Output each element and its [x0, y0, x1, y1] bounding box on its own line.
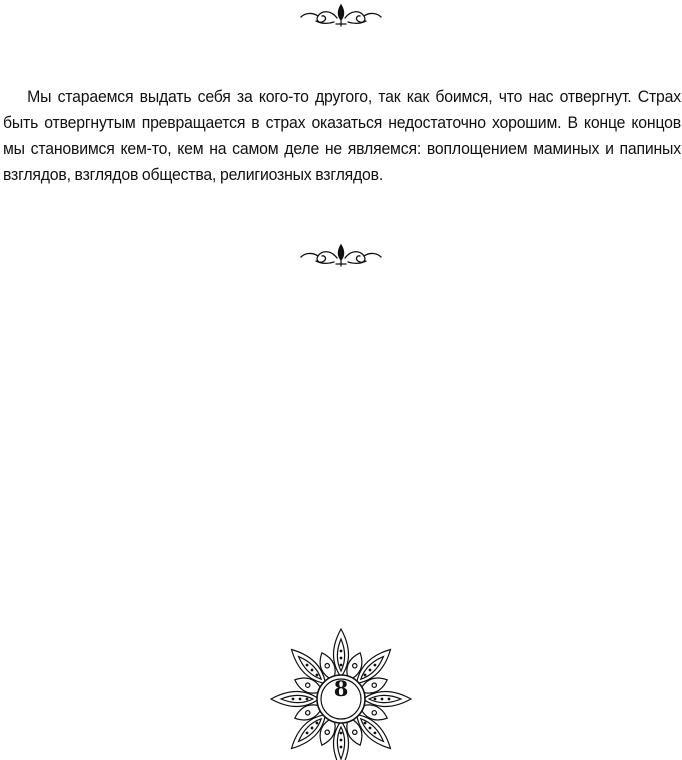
top-fleuron-icon — [298, 2, 384, 28]
mandala-petal-dot — [340, 657, 343, 660]
mandala-petal-dot — [374, 698, 377, 701]
mandala-petal-dot — [381, 698, 384, 701]
body-paragraph: Мы стараемся выдать себя за кого-то другого, так как боимся, что нас отвергнут. Страх быть отвергнутым превращается в страх оказаться недостаточно хорошим. В конце концов мы становимся кем-то, кем на самом деле не являемся: воплощением маминых и папиных взглядов, взглядов общества, религиозных взглядов. — [3, 87, 681, 184]
mandala-petal-dot — [306, 698, 309, 701]
mandala-petal-dot — [340, 732, 343, 735]
mandala-petal-dot — [340, 739, 343, 742]
page-number: 8 — [333, 676, 349, 701]
mandala-petal-dot — [340, 664, 343, 667]
mandala-petal-dot — [388, 698, 391, 701]
middle-fleuron-icon — [298, 242, 384, 268]
mandala-petal-dot — [292, 698, 295, 701]
mandala-petal-dot — [340, 746, 343, 749]
mandala-petal-dot — [340, 650, 343, 653]
mandala-petal-dot — [299, 698, 302, 701]
